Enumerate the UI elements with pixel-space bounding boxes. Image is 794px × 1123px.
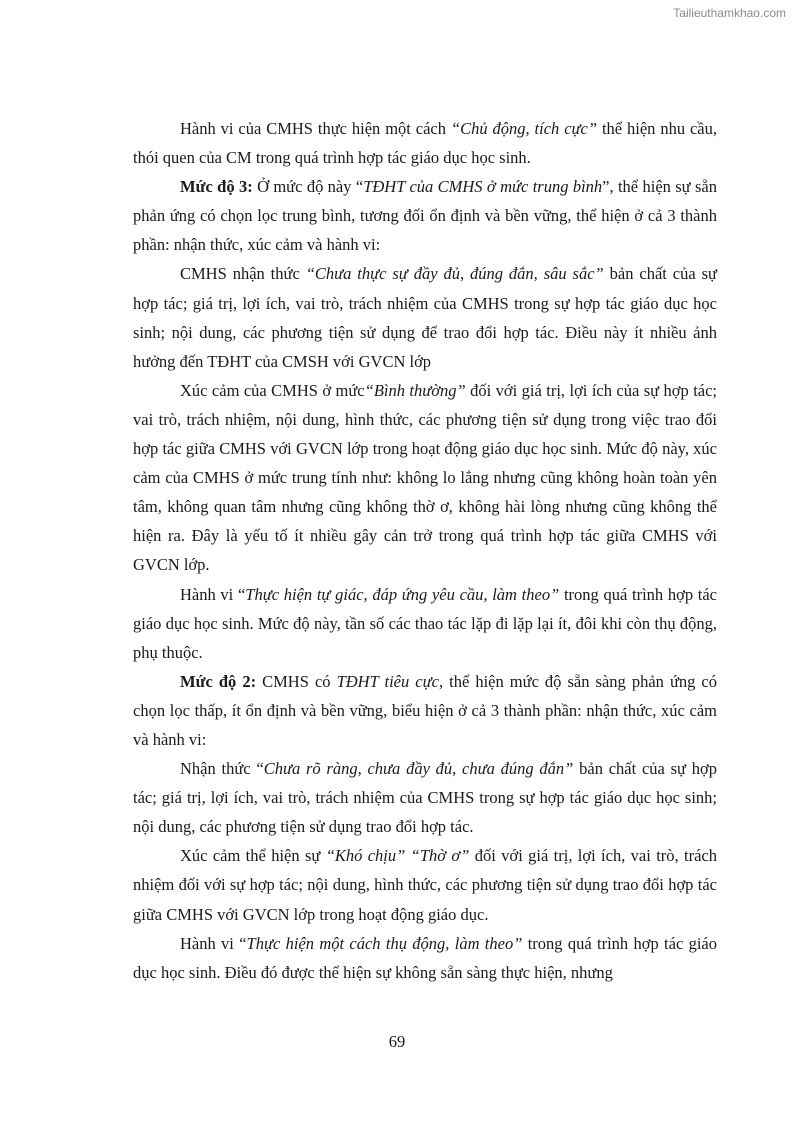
watermark: Tailieuthamkhao.com [673,6,786,20]
paragraph-level-3-cognition: CMHS nhận thức “Chưa thực sự đầy đủ, đúng đắn, sâu sắc” bản chất của sự hợp tác; giá trị, lợi ích, vai trò, trách nhiệm của CMHS trong sự hợp tác giáo dục học sinh; nội dung, các phương tiện sử dụng để trao đổi hợp tác. Điều này ít nhiều ảnh hưởng đến TĐHT của CMSH với GVCN lớp [133,264,717,371]
paragraph-level-2: Mức độ 2: CMHS có TĐHT tiêu cực, thể hiện mức độ sẵn sàng phản ứng có chọn lọc thấp, ít ổn định và bền vững, biểu hiện ở cả 3 thành phần: nhận thức, xúc cảm và hành vi: [133,671,718,749]
paragraph-level-2-emotion: Xúc cảm thể hiện sự “Khó chịu” “Thờ ơ” đối với giá trị, lợi ích, vai trò, trách nhiệm đối với sự hợp tác; nội dung, hình thức, các phương tiện sử dụng trao đổi hợp tác giữa CMHS với GVCN lớp trong hoạt động giáo dục. [133,846,717,924]
level-3-heading: Mức độ 3: [180,177,253,197]
paragraph-level-3-emotion: Xúc cảm của CMHS ở mức“Bình thường” đối với giá trị, lợi ích của sự hợp tác; vai trò, trách nhiệm, nội dung, hình thức, các phương tiện sử dụng trong việc trao đổi hợp tác giữa CMHS với GVCN lớp trong hoạt động giáo dục học sinh. Mức độ này, xúc cảm của CMHS ở mức trung tính như: không lo lắng nhưng cũng không hoàn toàn yên tâm, không quan tâm nhưng cũng không thờ ơ, không hài lòng nhưng cũng không thể hiện ra. Đây là yếu tố ít nhiều gây cản trở trong quá trình hợp tác giữa CMHS với GVCN lớp. [133,380,718,575]
paragraph-level-2-cognition: Nhận thức “Chưa rõ ràng, chưa đầy đủ, chưa đúng đắn” bản chất của sự hợp tác; giá trị, lợi ích, vai trò, trách nhiệm của CMHS trong sự hợp tác giáo dục học sinh; nội dung, các phương tiện sử dụng trao đổi hợp tác. [133,759,717,837]
page-number: 69 [388,1032,406,1051]
paragraph-level-3: Mức độ 3: Ở mức độ này “TĐHT của CMHS ở mức trung bình”, thể hiện sự sẵn phản ứng có chọn lọc trung bình, tương đối ổn định và bền vững, thể hiện ở cả 3 thành phần: nhận thức, xúc cảm và hành vi: [133,177,717,255]
document-body [133,114,717,987]
paragraph-behavior-proactive: Hành vi của CMHS thực hiện một cách “Chủ động, tích cực” thể hiện nhu cầu, thói quen của CM trong quá trình hợp tác giáo dục học sinh. [133,119,718,168]
paragraph-level-3-behavior: Hành vi “Thực hiện tự giác, đáp ứng yêu cầu, làm theo” trong quá trình hợp tác giáo dục học sinh. Mức độ này, tần số các thao tác lặp đi lặp lại ít, đôi khi còn thụ động, phụ thuộc. [133,584,717,662]
level-2-heading: Mức độ 2: [180,671,257,691]
paragraph-level-2-behavior: Hành vi “Thực hiện một cách thụ động, làm theo” trong quá trình hợp tác giáo dục học sinh. Điều đó được thể hiện sự không sẵn sàng thực hiện, nhưng [133,933,717,982]
